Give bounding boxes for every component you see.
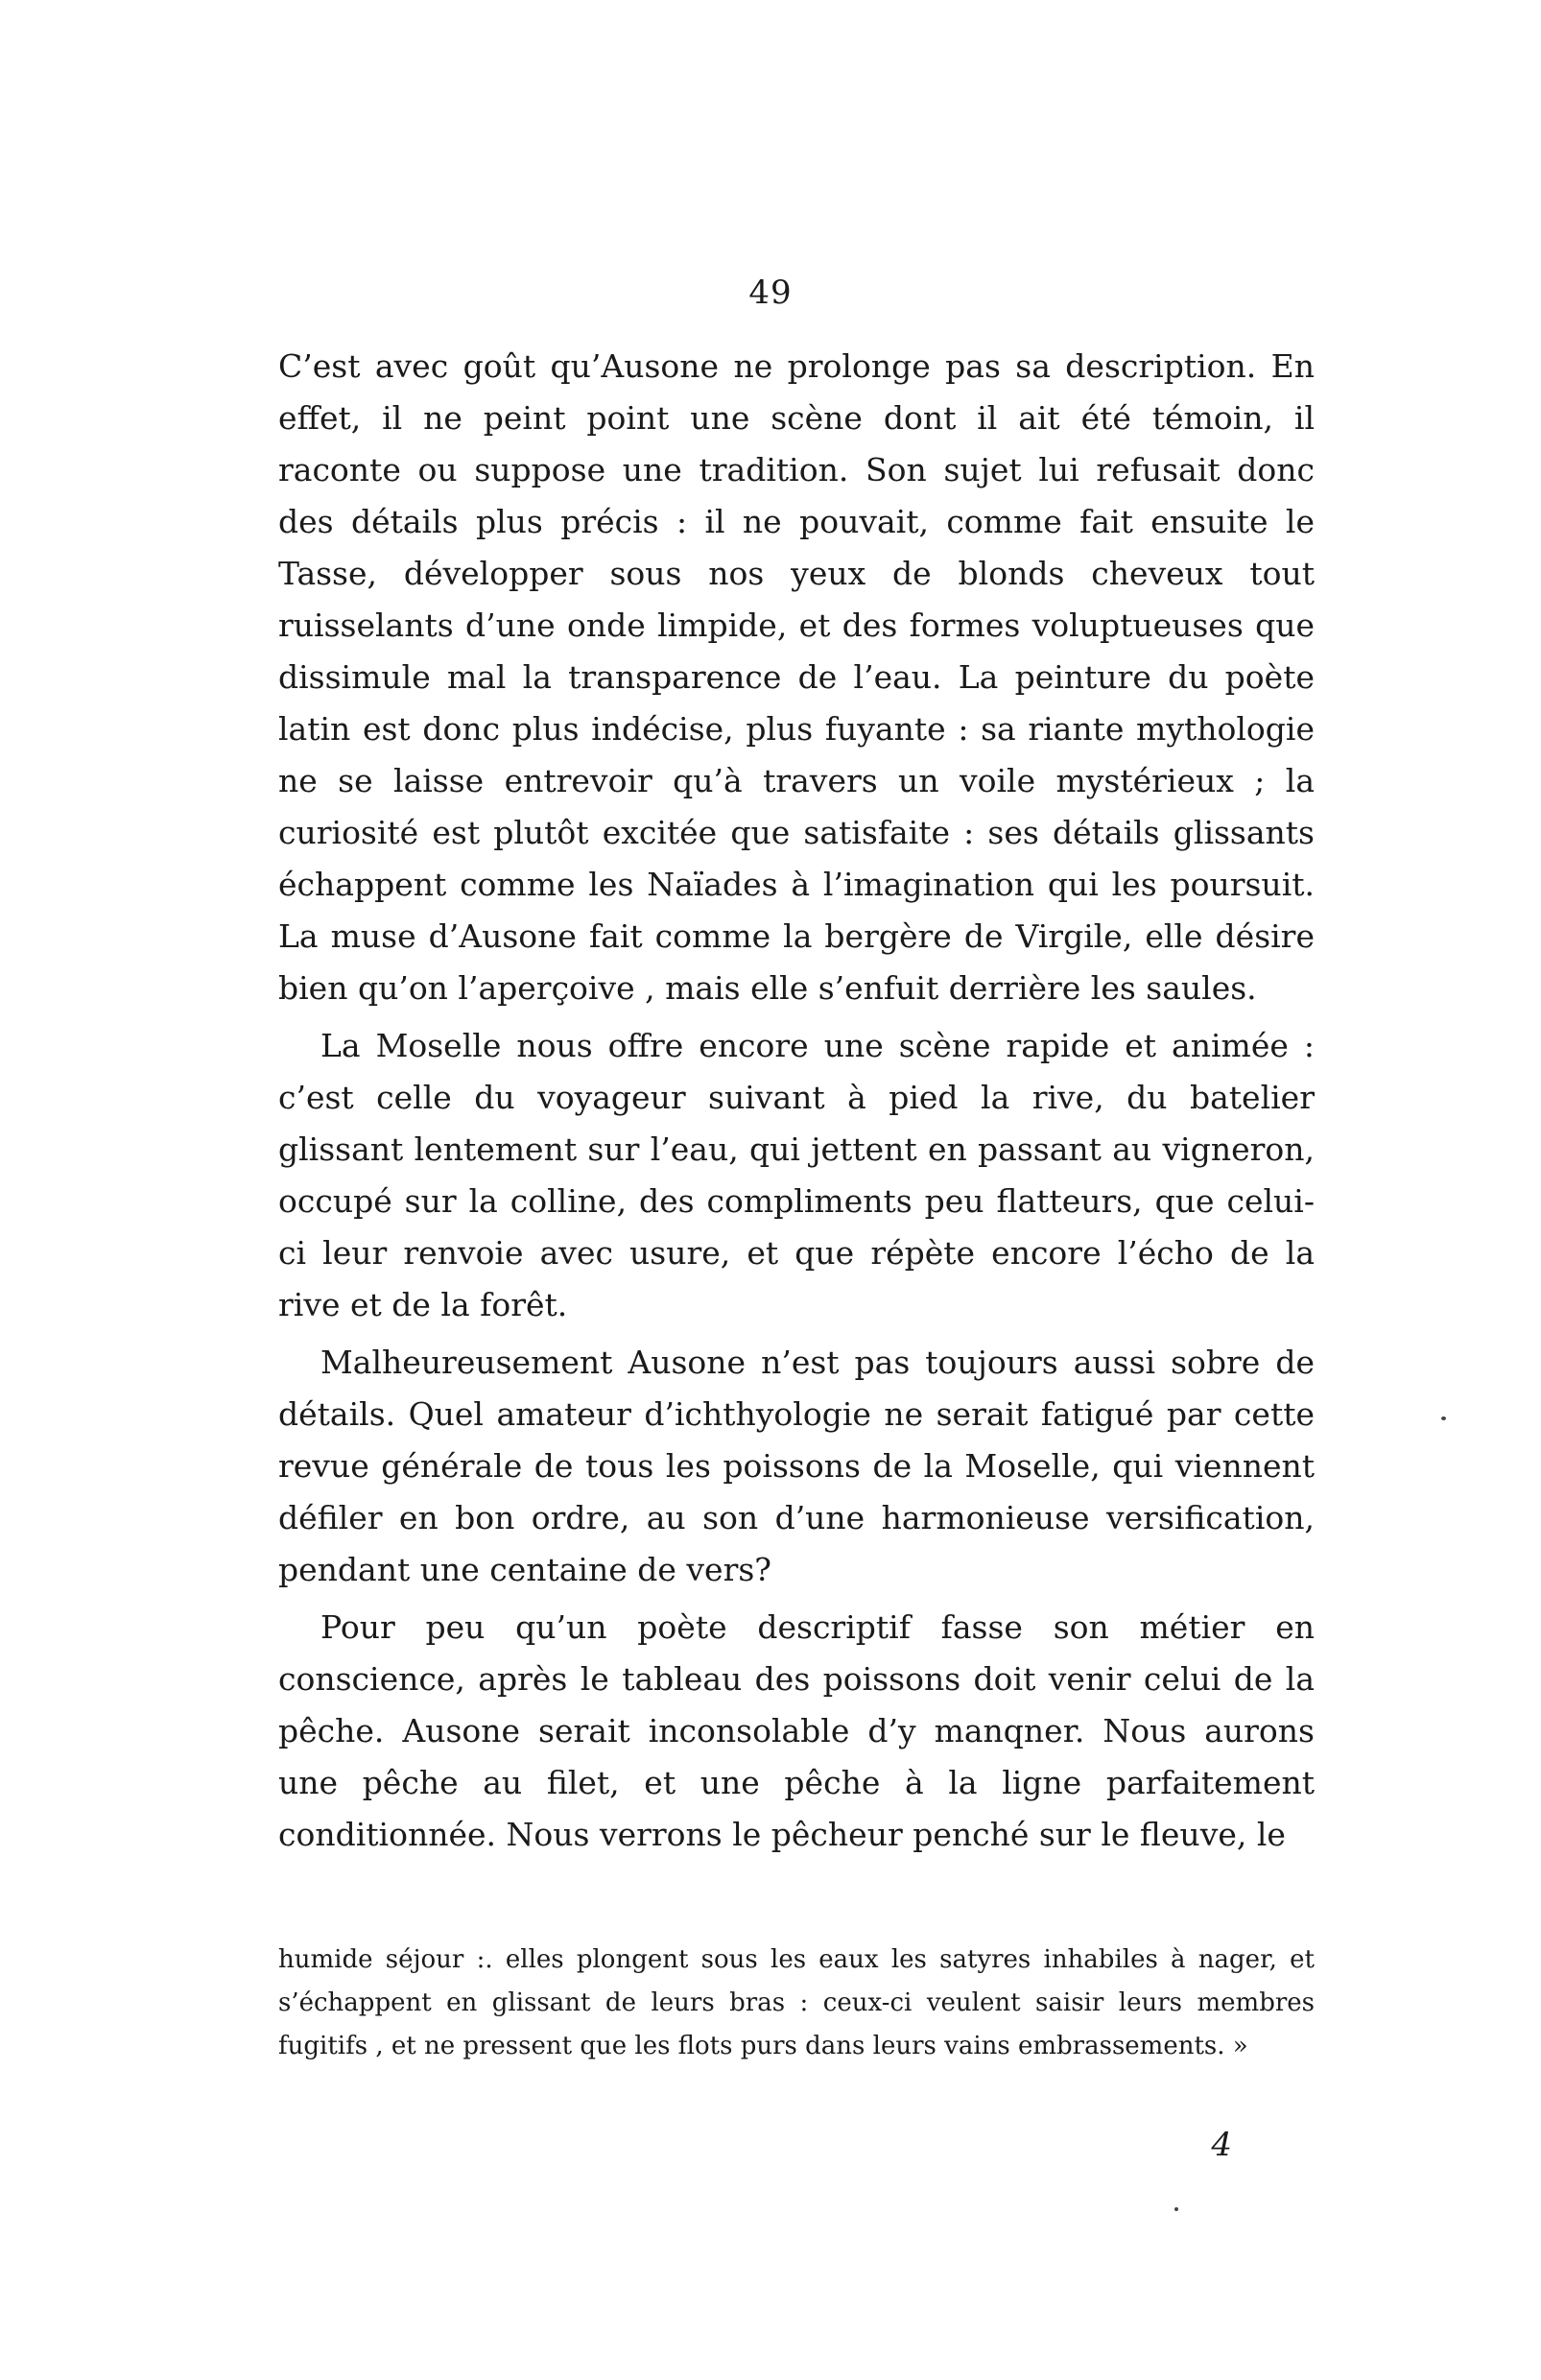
footnote — [278, 1939, 1315, 2068]
ink-speck — [1441, 1416, 1446, 1420]
paragraph: Malheureusement Ausone n’est pas toujours aussi sobre de détails. Quel amateur d’ichthyologie ne serait fatigué par cette revue générale de tous les poissons de la Moselle, qui viennent défiler en bon ordre, au son d’une harmonieuse versification, pendant une centaine de vers? — [278, 1344, 1315, 1588]
main-text — [278, 341, 1315, 1867]
paragraph: C’est avec goût qu’Ausone ne prolonge pas sa description. En effet, il ne peint point une scène dont il ait été témoin, il raconte ou suppose une tradition. Son sujet lui refusait donc des détails plus précis : il ne pouvait, comme fait ensuite le Tasse, développer sous nos yeux de blonds cheveux tout ruisselants d’une onde limpide, et des formes voluptueuses que dissimule mal la transparence de l’eau. La peinture du poète latin est donc plus indécise, plus fuyante : sa riante mythologie ne se laisse entrevoir qu’à travers un voile mystérieux ; la curiosité est plutôt excitée que satisfaite : ses détails glissants échappent comme les Naïades à l’imagination qui les poursuit. La muse d’Ausone fait comme la bergère de Virgile, elle désire bien qu’on l’aperçoive , mais elle s’enfuit derrière les saules. — [278, 347, 1315, 1007]
page-number: 49 — [748, 274, 793, 312]
ink-speck — [1174, 2207, 1178, 2211]
paragraph: La Moselle nous offre encore une scène rapide et animée : c’est celle du voyageur suivant à pied la rive, du batelier glissant lentement sur l’eau, qui jettent en passant au vigneron, occupé sur la colline, des compliments peu flatteurs, que celui-ci leur renvoie avec usure, et que répète encore l’écho de la rive et de la forêt. — [278, 1027, 1315, 1323]
paragraph: Pour peu qu’un poète descriptif fasse son métier en conscience, après le tableau des poissons doit venir celui de la pêche. Ausone serait inconsolable d’y manqner. Nous aurons une pêche au filet, et une pêche à la ligne parfaitement conditionnée. Nous verrons le pêcheur penché sur le fleuve, le — [278, 1608, 1315, 1853]
footnote-text: humide séjour :. elles plongent sous les eaux les satyres inhabiles à nager, et s’échappent en glissant de leurs bras : ceux-ci veulent saisir leurs membres fugitifs , et ne pressent que les flots purs dans leurs vains embrassements. » — [278, 1945, 1315, 2060]
signature-mark: 4 — [1211, 2126, 1232, 2164]
